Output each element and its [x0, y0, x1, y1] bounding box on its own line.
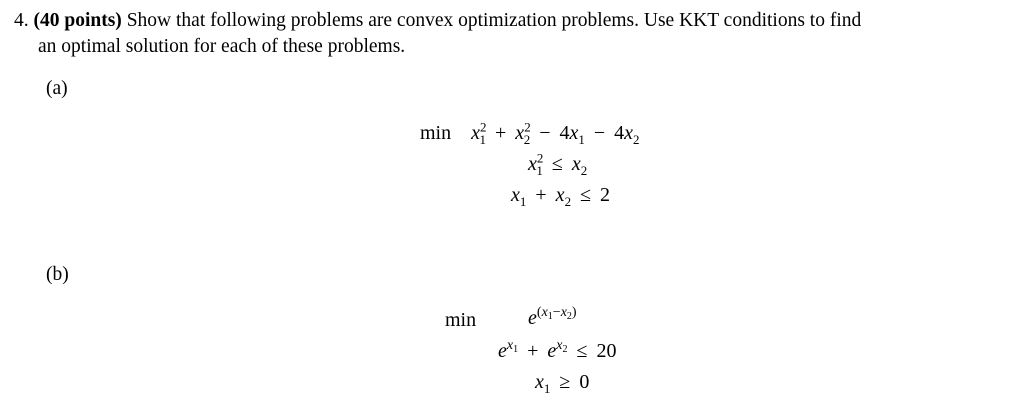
part-b-objective: $e^{(x_1-x_2)}$	[528, 305, 577, 329]
problem-statement-line-1	[14, 9, 861, 33]
problem-number: 4.	[14, 10, 29, 31]
part-a-constraint-1: $x^2_1 \le x_2$	[528, 150, 588, 178]
problem-text-2: an optimal solution for each of these problems.	[38, 36, 406, 57]
problem-statement-line-2	[38, 35, 405, 59]
part-b-label: (b)	[46, 264, 69, 285]
part-a-objective: min $x^2_1 + x^2_2 - 4x_1 - 4x_2$	[420, 119, 640, 147]
points-label: (40 points)	[33, 10, 122, 31]
part-b-min-keyword: min	[445, 309, 477, 331]
part-b-constraint-1: $e^{x_1} + e^{x_2} \le 20$	[498, 338, 617, 362]
part-a-constraint-2: $x_1 + x_2 \le 2$	[511, 184, 611, 209]
min-keyword: min	[420, 122, 452, 144]
part-a-label: (a)	[46, 78, 68, 99]
problem-text-1: Show that following problems are convex optimization problems. Use KKT conditions to find	[126, 10, 862, 31]
part-b-constraint-2: $x_1 \ge 0$	[535, 371, 590, 396]
